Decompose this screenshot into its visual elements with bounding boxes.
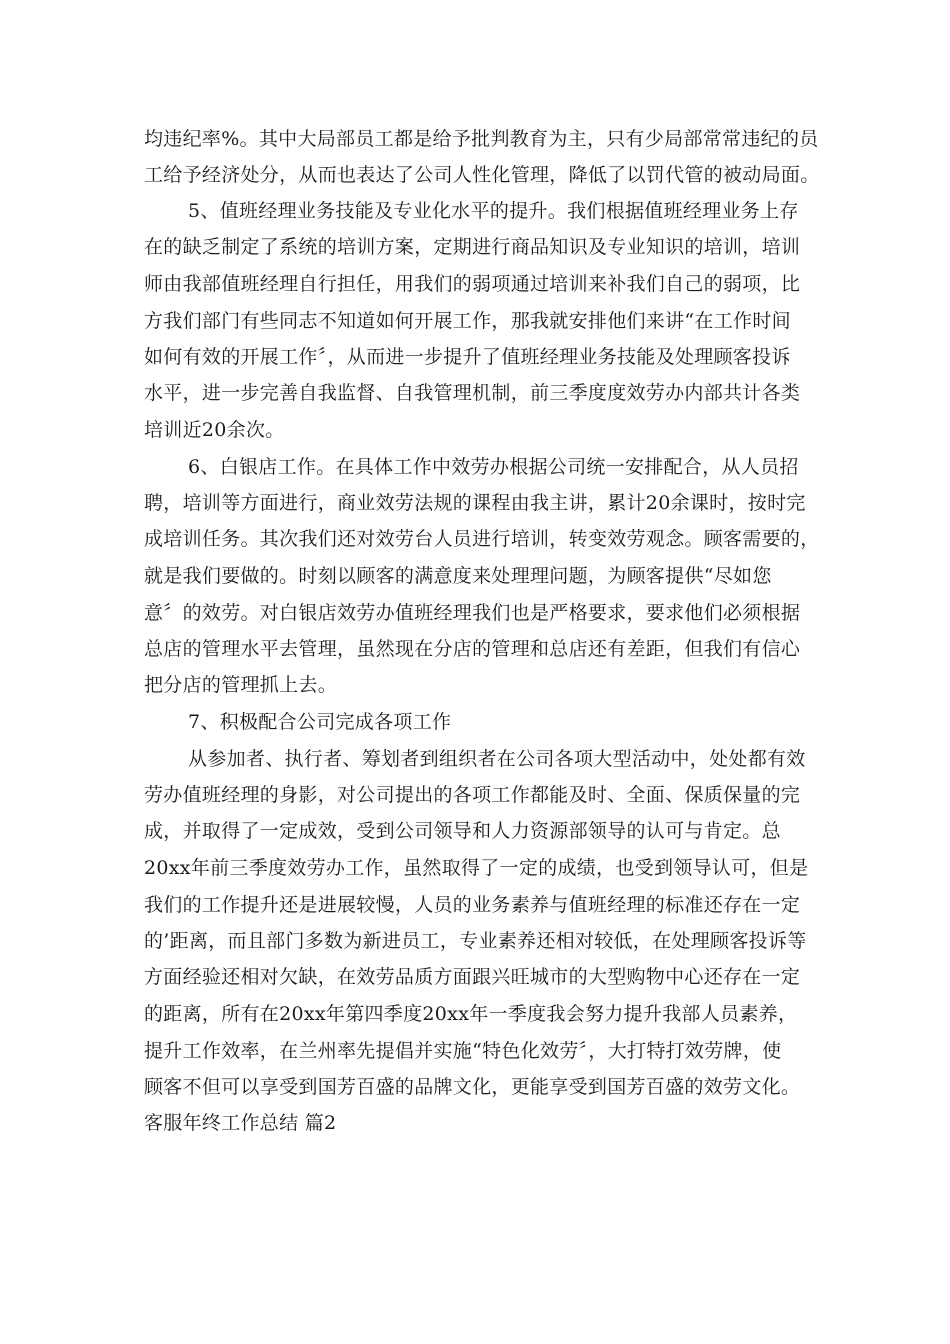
text-line: 在的缺乏制定了系统的培训方案，定期进行商品知识及专业知识的培训，培训 [144, 236, 801, 258]
text-line: 劳办值班经理的身影，对公司提出的各项工作都能及时、全面、保质保量的完 [144, 784, 801, 806]
text-line: 从参加者、执行者、筹划者到组织者在公司各项大型活动中，处处都有效 [188, 748, 806, 770]
text-line: 均违纪率%。其中大局部员工都是给予批判教育为主，只有少局部常常违纪的员 [144, 128, 819, 150]
text-line: 意〞的效劳。对白银店效劳办值班经理我们也是严格要求，要求他们必须根据 [144, 602, 801, 624]
text-line: 提升工作效率，在兰州率先提倡并实施“特色化效劳〞，大打特打效劳牌，使 [144, 1040, 782, 1062]
text-line: 方我们部门有些同志不知道如何开展工作，那我就安排他们来讲“在工作时间 [144, 310, 791, 332]
text-line: 20xx年前三季度效劳办工作，虽然取得了一定的成绩，也受到领导认可，但是 [144, 857, 809, 879]
text-line: 培训近20余次。 [144, 419, 285, 441]
text-line: 师由我部值班经理自行担任，用我们的弱项通过培训来补我们自己的弱项，比 [144, 273, 801, 295]
text-line: 就是我们要做的。时刻以顾客的满意度来处理理问题，为顾客提供“尽如您 [144, 565, 772, 587]
text-line: 顾客不但可以享受到国芳百盛的品牌文化，更能享受到国芳百盛的效劳文化。 [144, 1076, 801, 1098]
text-line: 如何有效的开展工作〞，从而进一步提升了值班经理业务技能及处理顾客投诉 [144, 346, 791, 368]
text-line: 成培训任务。其次我们还对效劳台人员进行培训，转变效劳观念。顾客需要的， [144, 528, 820, 550]
text-line: 的’距离，而且部门多数为新进员工，专业素养还相对较低，在处理顾客投诉等 [144, 930, 807, 952]
text-line: 方面经验还相对欠缺，在效劳品质方面跟兴旺城市的大型购物中心还存在一定 [144, 966, 801, 988]
text-line: 成，并取得了一定成效，受到公司领导和人力资源部领导的认可与肯定。总 [144, 820, 781, 842]
text-line: 聘，培训等方面进行，商业效劳法规的课程由我主讲，累计20余课时，按时完 [144, 492, 806, 514]
text-line: 我们的工作提升还是进展较慢，人员的业务素养与值班经理的标准还存在一定 [144, 894, 801, 916]
text-line: 6、白银店工作。在具体工作中效劳办根据公司统一安排配合，从人员招 [188, 456, 799, 478]
text-line: 工给予经济处分，从而也表达了公司人性化管理，降低了以罚代管的被动局面。 [144, 164, 820, 186]
text-line: 5、值班经理业务技能及专业化水平的提升。我们根据值班经理业务上存 [188, 200, 799, 222]
text-line: 总店的管理水平去管理，虽然现在分店的管理和总店还有差距，但我们有信心 [144, 638, 801, 660]
section-heading: 客服年终工作总结 篇2 [144, 1112, 337, 1134]
text-line: 的距离，所有在20xx年第四季度20xx年一季度我会努力提升我部人员素养， [144, 1003, 798, 1025]
text-line: 水平，进一步完善自我监督、自我管理机制，前三季度度效劳办内部共计各类 [144, 382, 801, 404]
text-line: 7、积极配合公司完成各项工作 [188, 711, 452, 733]
text-line: 把分店的管理抓上去。 [144, 674, 338, 696]
